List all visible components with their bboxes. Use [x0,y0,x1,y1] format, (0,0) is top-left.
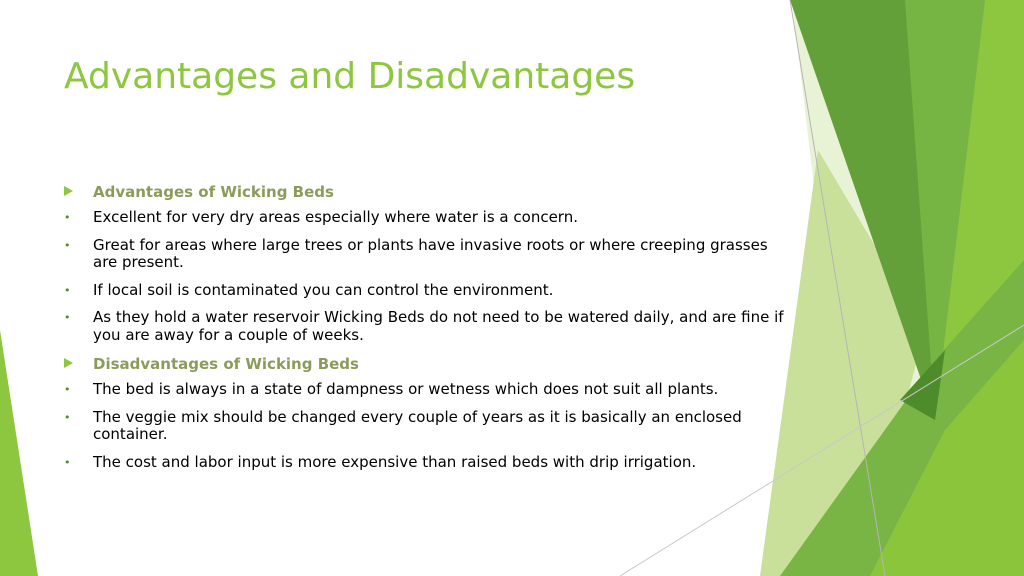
triangle-bullet-icon [64,186,73,196]
dot-bullet-icon: • [64,211,71,224]
list-item-text: Excellent for very dry areas especially where water is a concern. [93,208,578,226]
dot-bullet-icon: • [64,283,71,297]
section-heading-disadvantages [64,354,784,373]
bullet-content [64,182,784,481]
list-item-text: If local soil is contaminated you can control the environment. [93,280,554,299]
section-heading-label: Disadvantages of Wicking Beds [93,355,359,373]
section-heading-label: Advantages of Wicking Beds [93,183,334,201]
list-item-text: The veggie mix should be changed every couple of years as it is basically an enclosed container. [93,407,742,443]
list-item [64,454,784,472]
list-item-text: Great for areas where large trees or plants have invasive roots or where creeping grasses are present. [93,235,768,271]
section-heading-advantages [64,182,784,201]
list-item-text: The bed is always in a state of dampness or wetness which does not suit all plants. [93,380,719,398]
list-item [64,409,784,444]
dot-bullet-icon: • [64,410,71,424]
list-item [64,209,784,227]
list-item-text: As they hold a water reservoir Wicking Beds do not need to be watered daily, and are fine if you are away for a couple of weeks. [93,308,784,344]
list-item [64,237,784,272]
left-green-sliver [0,330,38,576]
list-item [64,381,784,399]
dot-bullet-icon: • [64,455,71,469]
dot-bullet-icon: • [64,238,71,252]
list-item [64,282,784,300]
dot-bullet-icon: • [64,383,71,396]
list-item [64,309,784,344]
dot-bullet-icon: • [64,311,71,324]
triangle-bullet-icon [64,358,73,368]
slide-title: Advantages and Disadvantages [64,56,636,97]
list-item-text: The cost and labor input is more expensive than raised beds with drip irrigation. [93,452,697,471]
